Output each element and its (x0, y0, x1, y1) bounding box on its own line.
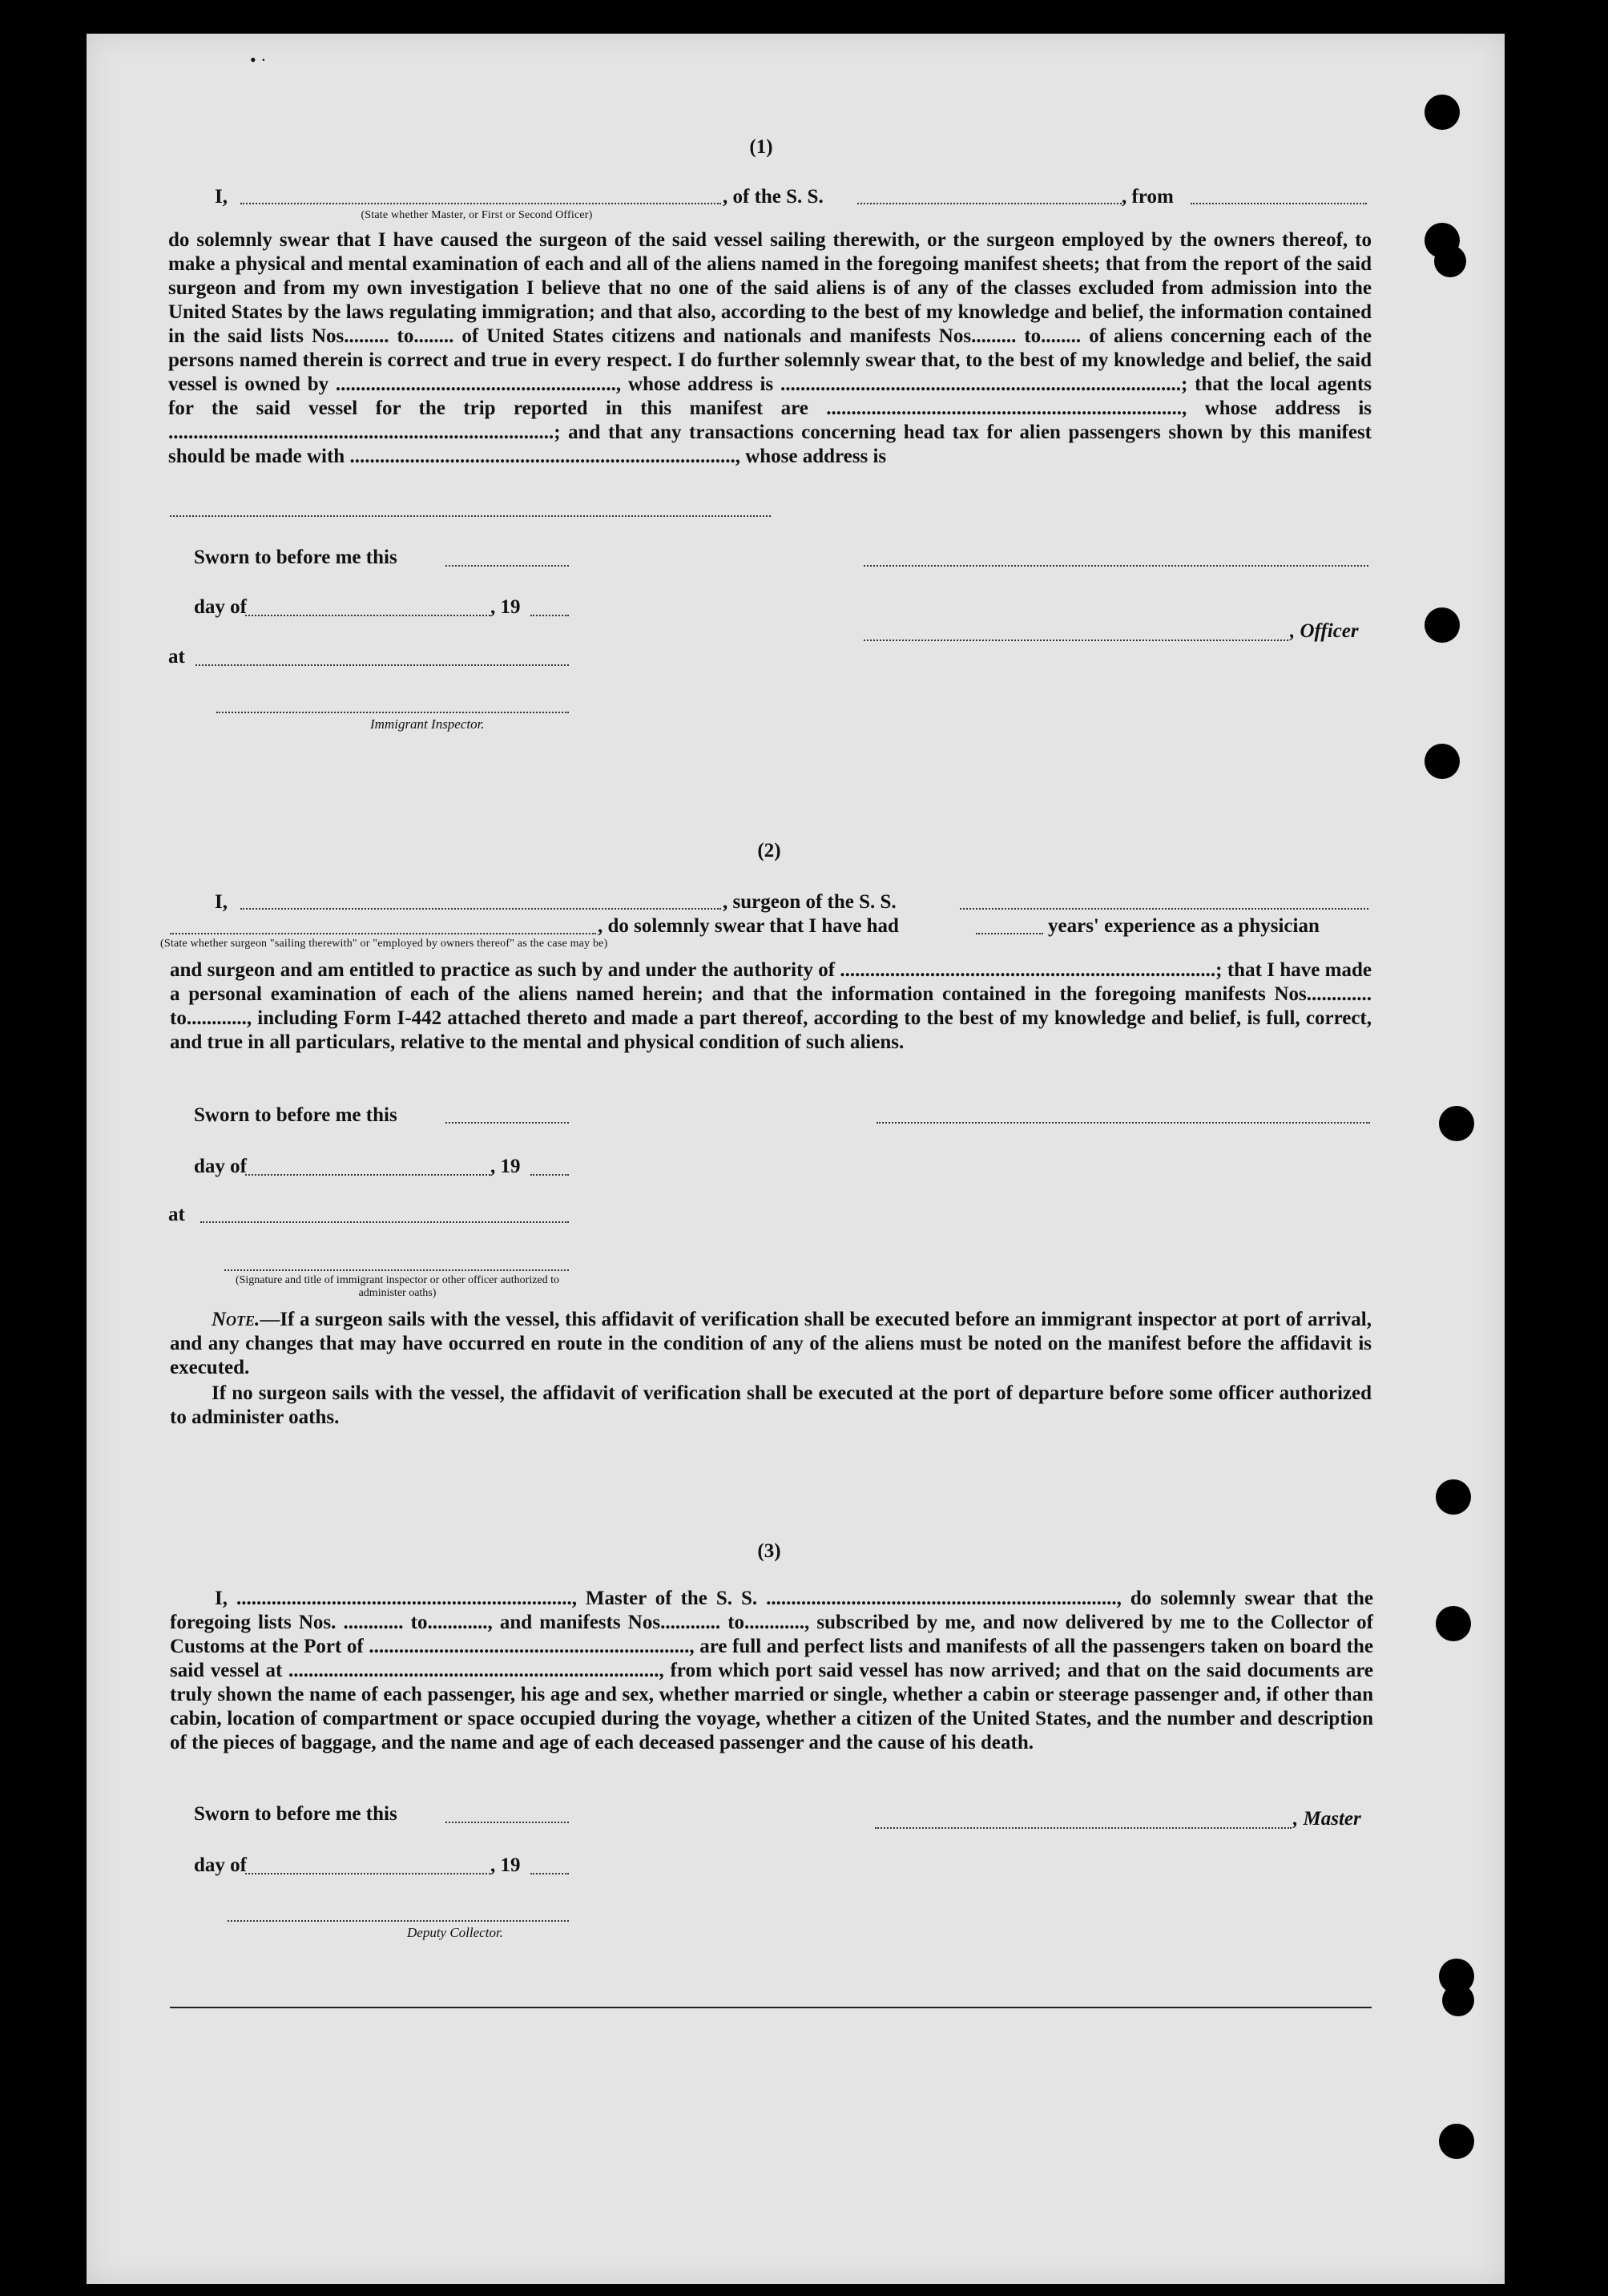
section-3-number: (3) (757, 1540, 781, 1562)
s2-solemnly: , do solemnly swear that I have had (598, 915, 899, 937)
s2-sworn-field[interactable] (445, 1122, 569, 1124)
s3-sworn: Sworn to before me this (194, 1803, 397, 1825)
s1-i: I, (215, 186, 228, 208)
binder-hole (1434, 245, 1466, 277)
s2-status-field[interactable] (170, 933, 596, 934)
s2-surgeon-of: , surgeon of the S. S. (723, 891, 897, 913)
s2-19: , 19 (490, 1156, 521, 1177)
s2-experience: years' experience as a physician (1048, 915, 1320, 937)
s3-19: , 19 (490, 1854, 521, 1876)
binder-hole (1442, 1984, 1474, 2016)
bottom-rule (170, 2007, 1372, 2008)
s1-day-field[interactable] (245, 615, 490, 616)
s2-note (170, 1308, 1372, 1380)
s2-at: at (168, 1204, 185, 1225)
s1-sworn-field[interactable] (445, 565, 569, 567)
s2-note-text: —If a surgeon sails with the vessel, this affidavit of verification shall be executed before an immigrant inspector at port of arrival, and any changes that may have occurred en route in the condition of any of the aliens must be noted on the manifest before the affidavit is executed. (170, 1309, 1372, 1378)
s1-sworn: Sworn to before me this (194, 547, 397, 568)
s2-i: I, (215, 891, 228, 913)
s2-years-field[interactable] (976, 933, 1043, 934)
s1-address-continuation[interactable] (170, 515, 771, 517)
s3-master-sig[interactable] (875, 1827, 1292, 1829)
binder-hole (1439, 1106, 1474, 1141)
s1-year-field[interactable] (530, 615, 569, 616)
s1-from-field[interactable] (1191, 203, 1367, 204)
s2-status-caption: (State whether surgeon "sailing therewith" or "employed by owners thereof" as the case may be) (160, 938, 608, 950)
s3-sworn-field[interactable] (445, 1822, 569, 1823)
s3-body: I, ..................................................................., Master of the S. S. ......................................................................, do solemnly swear that the foregoing lists Nos. ............ to............, and manifests Nos............ to............, subscribed by me, and now delivered by me to the Collector of Customs at the Port of ................................................................, are full and perfect lists and manifests of all the passengers taken on board the said vessel at .........................................................................., from which port said vessel has now arrived; and that on the said documents are truly shown the name of each passenger, his age and sex, whether married or single, whether a cabin or steerage passenger and, if other than cabin, location of compartment or space occupied during the voyage, whether a citizen of the United States, and the number and description of the pieces of baggage, and the name and age of each deceased passenger and the cause of his death. (170, 1588, 1373, 1753)
s1-body (168, 228, 1372, 469)
s2-note-label: Note. (212, 1309, 260, 1330)
s2-body: and surgeon and am entitled to practice as such by and under the authority of ...........................................................................; that I have made a personal examination of each of the aliens named herein; and that the information contained in the foregoing manifests Nos............. to............, including Form I-442 attached thereto and made a part thereof, according to the best of my knowledge and belief, is full, correct, and true in all particulars, relative to the mental and physical condition of such aliens. (170, 959, 1372, 1053)
s1-rank-field[interactable] (240, 203, 721, 204)
s3-year-field[interactable] (530, 1873, 569, 1874)
s1-body-text: do solemnly swear that I have caused the surgeon of the said vessel sailing therewith, or the surgeon employed by the owners thereof, to make a physical and mental examination of each and all of the aliens named in the foregoing manifest sheets; that from the report of the said surgeon and from my own investigation I believe that no one of the said aliens is of any of the classes excluded from admission into the United States by the laws regulating immigration; and that also, according to the best of my knowledge and belief, the information contained in the said lists Nos......... to........ of United States citizens and nationals and manifests Nos......... to........ of aliens concerning each of the persons named therein is correct and true in every respect. I do further solemnly swear that, to the best of my knowledge and belief, the said vessel is owned by ........................................................, whose address is ................................................................................; that the local agents for the said vessel for the trip reported in this manifest are ......................................................................., whose address is .............................................................................; and that any transactions concerning head tax for alien passengers shown by this manifest should be made with ............................................................................., whose address is (168, 229, 1372, 467)
s2-sworn: Sworn to before me this (194, 1104, 397, 1126)
s1-officer-sig-2[interactable] (864, 640, 1288, 641)
s1-officer-sig-1[interactable] (864, 565, 1368, 567)
s3-day-field[interactable] (245, 1873, 490, 1874)
s1-officer: , Officer (1290, 620, 1359, 642)
s2-sig-caption: (Signature and title of immigrant inspector or other officer authorized to administer oaths) (235, 1274, 560, 1299)
s1-at-field[interactable] (195, 664, 569, 666)
s2-note2: If no surgeon sails with the vessel, the affidavit of verification shall be executed at the port of departure before some officer authorized to administer oaths. (170, 1382, 1372, 1428)
binder-hole (1436, 1606, 1471, 1641)
s3-deputy-label: Deputy Collector. (407, 1925, 503, 1940)
s2-day-of: day of (194, 1156, 247, 1177)
s1-19: , 19 (490, 596, 521, 618)
s2-day-field[interactable] (245, 1174, 490, 1176)
binder-hole (1436, 1479, 1471, 1515)
binder-hole (1439, 2124, 1474, 2159)
s1-inspector-label: Immigrant Inspector. (370, 716, 485, 732)
binder-hole (1425, 607, 1460, 643)
binder-hole (1425, 95, 1460, 130)
s2-year-field[interactable] (530, 1174, 569, 1176)
s1-at: at (168, 646, 185, 668)
s2-signature-field[interactable] (877, 1122, 1370, 1124)
s3-master: , Master (1293, 1808, 1361, 1830)
s1-vessel-field[interactable] (857, 203, 1122, 204)
s1-inspector-sig[interactable] (216, 712, 569, 713)
s1-from: , from (1122, 186, 1174, 208)
binder-hole (1425, 744, 1460, 779)
section-1-number: (1) (749, 136, 773, 158)
s2-at-field[interactable] (200, 1221, 569, 1223)
s3-day-of: day of (194, 1854, 247, 1876)
stray-marks: • · (250, 50, 267, 70)
s2-vessel-field[interactable] (960, 908, 1368, 910)
s2-inspector-sig[interactable] (224, 1269, 569, 1271)
s1-day-of: day of (194, 596, 247, 618)
s1-of-ss: , of the S. S. (723, 186, 824, 208)
s2-name-field[interactable] (240, 908, 721, 910)
s3-deputy-sig[interactable] (228, 1920, 569, 1922)
section-2-number: (2) (757, 840, 781, 862)
s1-rank-caption: (State whether Master, or First or Second Officer) (361, 209, 593, 221)
